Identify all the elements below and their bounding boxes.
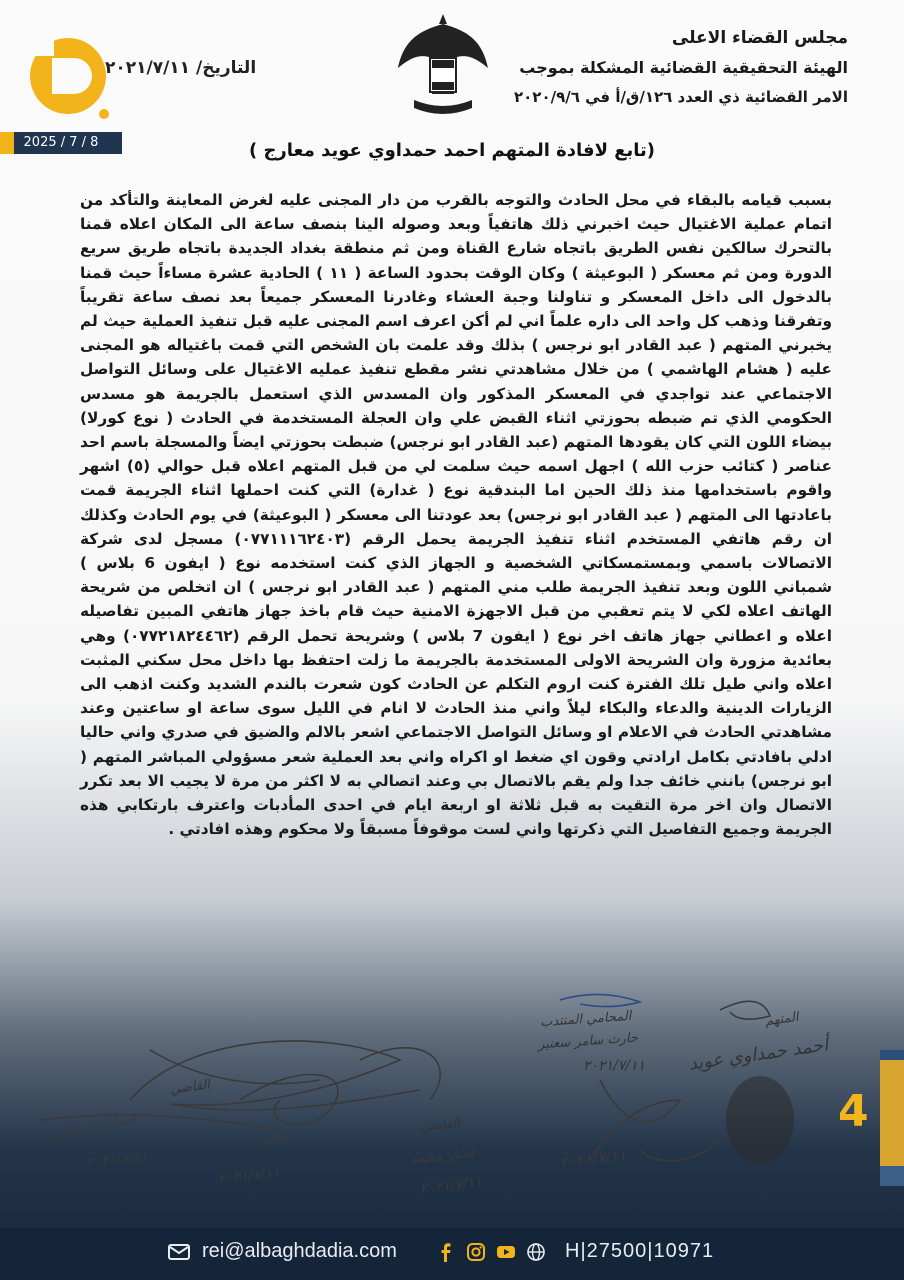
page-tab-bottom (880, 1166, 904, 1186)
footer-bar (0, 1228, 904, 1280)
accused-title: المتهم (764, 1009, 800, 1030)
signature-date-4: ٢٠٢١/٧/١١ (419, 1174, 483, 1198)
footer-phone[interactable]: H|27500|10971 (565, 1240, 715, 1262)
lawyer-title: المحامي المنتدب (539, 1008, 632, 1031)
footer-email[interactable]: rei@albaghdadia.com (202, 1240, 397, 1262)
instagram-icon[interactable] (466, 1242, 486, 1262)
judge-signature-3: حسام عبد الكريم (43, 1112, 138, 1143)
signature-date-2: ٢٠٢١/٧/١١ (85, 1148, 149, 1172)
judge-signature-4: عضو (261, 1128, 291, 1148)
youtube-icon[interactable] (496, 1242, 516, 1262)
document-title: (تابع لافادة المتهم احمد حمداوي عويد معارج ) (248, 140, 656, 161)
publish-date-badge: 2025 / 7 / 8 (0, 132, 122, 154)
globe-icon[interactable] (526, 1242, 546, 1262)
signature-date-5: ٢٠٢١/٧/١١ (559, 1146, 628, 1172)
page-number: 4 (838, 1086, 869, 1137)
document-date: التاريخ/ ٢٠٢١/٧/١١ (105, 58, 257, 78)
committee-name: الهيئة التحقيقية القضائية المشكلة بموجب (519, 58, 848, 77)
page-tab-gold (880, 1060, 904, 1168)
mail-icon[interactable] (168, 1244, 190, 1260)
lawyer-date: ٢٠٢١/٧/١١ (583, 1058, 646, 1074)
testimony-body: بسبب قيامه بالبقاء في محل الحادث والتوجه بالقرب من دار المجنى عليه لغرض المعاينة والتأكد من اتمام عملية الاغتيال حيث اخبرني ذلك هاتفياً وبعد وصوله الينا بنصف ساعة الى المكان اعلاه قمنا بالتحرك سالكين نفس الطريق باتجاه شارع القناة ومن ثم منطقة بغداد الجديدة باتجاه طريق سريع الدورة ومن ثم معسكر ( البوعيثة ) وكان الوقت بحدود الساعة ( ١١ ) الحادية عشرة مساءاً حيث قمنا بالدخول الى داخل المعسكر و تناولنا وجبة العشاء وغادرنا المعسكر جميعاً بعد نصف ساعة تقريباً وتفرقنا وذهب كل واحد الى داره علماً اني لم أكن اعرف اسم المجنى عليه قبل تنفيذ العملية حيث لم يخبرني المتهم ( عبد القادر ابو نرجس ) بذلك وقد علمت بان الشخص التي قمت باغتياله هو المجنى عليه ( هشام الهاشمي ) من خلال مشاهدتي نشر مقطع تنفيذ عمليه الاغتيال على وسائل التواصل الاجتماعي عند تواجدي في المعسكر المذكور وان المسدس الذي استعمل بالجريمة هو مسدس الحكومي الذي تم ضبطه بحوزتي اثناء القبض علي وان العجلة المستخدمة في الحادث ( نوع كورلا) بيضاء اللون التي كان يقودها المتهم (عبد القادر ابو نرجس) ضبطت بحوزتي ايضاً والمسجلة باسم احد عناصر ( كتائب حزب الله ) اجهل اسمه حيث سلمت لي من قبل المتهم اعلاه قبل حوالي (٥) اشهر واقوم باستخدامها منذ ذلك الحين اما البندقية نوع ( غدارة) التي كنت احملها اثناء الجريمة قمت باعادتها الى المتهم ( عبد القادر ابو نرجس) بعد عودتنا الى معسكر ( البوعيثة) في يوم الحادث وكذلك ان رقم هاتفي المستخدم اثناء تنفيذ الجريمة يحمل الرقم (٠٧٧١١١٦٢٤٠٣) مسجل لدى شركة الاتصالات باسمي وبمستمسكاتي الشخصية و الجهاز الذي كنت استخدمه نوع ( ايفون 6 بلاس ) شمباني اللون وبعد تنفيذ الجريمة طلب مني المتهم ( عبد القادر ابو نرجس ) ان اتخلص من شريحة الهاتف اعلاه لكي لا يتم تعقبي من قبل الاجهزة الامنية حيث قام باخذ جهاز هاتفي المبين تفاصيله اعلاه و اعطاني جهاز هاتف اخر نوع ( ايفون 7 بلاس ) وشريحة تحمل الرقم (٠٧٧٢١٨٢٤٤٦٢) وهي بعائدية مزورة وان الشريحة الاولى المستخدمة بالجريمة ما زلت احتفظ بها داخل محل سكني المثبت اعلاه واني طيل تلك الفترة كنت اروم التكلم عن الحادث كون شعرت بالندم الشديد وكنت اذهب الى الزيارات الدينية والدعاء والبكاء ليلاً واني منذ الحادث لا انام في الليل سوى ساعة او ساعتين وعند مشاهدتي الحادث في الاعلام او وسائل التواصل الاجتماعي اشعر بالالم والضيق في صدري واني حاليا ادلي بافادتي بكامل ارادتي وقون اي ضغط او اكراه واني بعد العملية شعر مسؤولي المباشر المتهم ( ابو نرجس) بانني خائف جدا ولم يقم بالاتصال بي وعند اتصالي به لا اكثر من مرة لا يجيب الا بعد تكرر الاتصال وان اخر مرة التقيت به قبل ثلاثة او اربعة ايام في احدى المأدبات واعترف بارتكابي هذه الجريمة وجميع التفاصيل التي ذكرتها واني لست موقوفاً مسبقاً ولا محكوم وهذه افادتي . (80, 191, 832, 839)
order-reference: الامر القضائية ذي العدد ١٢٦/ق/أ في ٢٠٢٠/٩/٦ (513, 88, 848, 106)
lawyer-name: حارث سامر سعنير (537, 1030, 639, 1053)
council-name: مجلس القضاء الاعلى (671, 28, 848, 48)
judge-signature-1: القاضي (419, 1115, 461, 1136)
facebook-icon[interactable] (436, 1242, 456, 1262)
fingerprint-icon (726, 1076, 794, 1164)
signature-date-3: ٢٠٢١/٧/١١ (217, 1164, 281, 1188)
judge-signature-2: القاضي (169, 1077, 211, 1098)
judge-signature-5: لشار محمد (409, 1144, 475, 1168)
accused-signature-name: أحمد حمداوي عويد (687, 1034, 830, 1075)
